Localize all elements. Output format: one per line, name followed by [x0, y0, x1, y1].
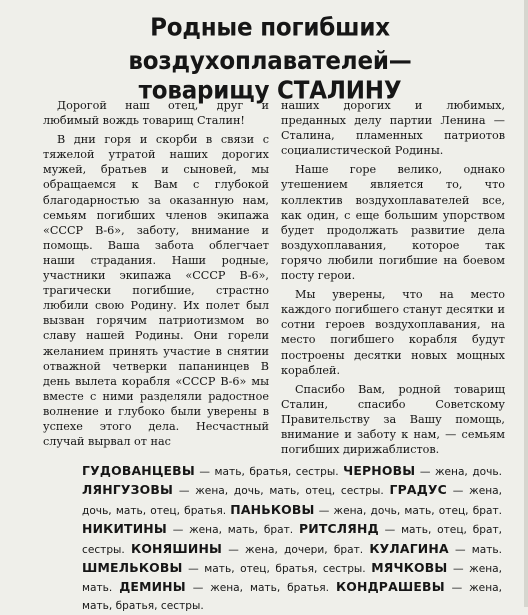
family-members: — жена, дочь.: [419, 466, 503, 478]
family-name: КУЛАГИНА: [369, 540, 449, 556]
family-members: — жена, мать, брат.: [172, 524, 294, 537]
family-name: НИКИТИНЫ: [82, 521, 167, 537]
family-entry: [82, 560, 366, 576]
family-entry: [82, 463, 339, 478]
body-paragraph: Мы уверены, что на место каждого погибшего станут десятки и сотни героев воздухоплавания, на место погибшего корабля будут построены десятки новых мощных кораблей.: [281, 288, 505, 377]
body-paragraph: В дни горя и скорби в связи с тяжелой утратой наших дорогих мужей, братьев и сыновей, мы обращаемся к Вам с глубокой благодарностью за оказанную нам, семьям погибших членов экипажа «СССР В-6», заботу, внимание и помощь. Ваша забота облегчает наши страдания. Наши родные, участники экипажа «СССР В-6», трагически погибшие, страстно любили свою Родину. Их полет был вызван горячим патриотизмом во славу нашей Родины. Они горели желанием принять участие в снятии отважной четверки папанинцев В день вылета корабля «СССР В-6» мы вместе с ними разделяли радостное волнение и глубоко были уверены в успехе этого дела. Несчастный случай вырвал от нас: [43, 133, 269, 449]
family-members: — мать, отец, брат, сестры.: [82, 524, 503, 556]
family-members: — жена, дочь, мать, отец, брат.: [318, 504, 502, 517]
family-members: — жена, мать, братья, сестры.: [82, 582, 502, 612]
title-line-2: товарищу СТАЛИНУ: [138, 76, 402, 105]
family-members: — жена, мать, братья.: [192, 582, 330, 595]
family-members: — мать, братья, сестры.: [199, 466, 339, 478]
family-members: — жена, дочь, мать, отец, сестры.: [178, 485, 384, 498]
title-line-1: Родные погибших воздухоплавателей—: [128, 13, 412, 76]
family-name: ДЕМИНЫ: [119, 579, 186, 595]
family-name: МЯЧКОВЫ: [371, 560, 448, 576]
family-members: — жена, дочь, мать, отец, братья.: [82, 485, 503, 517]
article-title: [60, 14, 480, 107]
page-edge: [524, 0, 528, 607]
family-name: ПАНЬКОВЫ: [230, 501, 315, 517]
family-members: — мать, отец, братья, сестры.: [188, 563, 366, 576]
family-name: РИТСЛЯНД: [298, 521, 379, 537]
family-entry: [131, 540, 364, 556]
family-entry: [343, 463, 503, 478]
family-members: — мать.: [454, 543, 502, 556]
family-entry: [82, 482, 384, 498]
body-paragraph: наших дорогих и любимых, преданных делу партии Ленина — Сталина, пламенных патриотов социалистической Родины.: [281, 99, 505, 158]
body-paragraph: Наше горе велико, однако утешением является то, что коллектив воздухоплавателей все, как один, с еще большим упорством будет продолжать развитие дела воздухоплавания, которое так горячо любили погибшие на боевом посту герои.: [281, 163, 505, 283]
family-name: ЧЕРНОВЫ: [343, 463, 416, 478]
family-name: ШМЕЛЬКОВЫ: [82, 560, 183, 576]
family-entry: [369, 540, 502, 556]
right-column: [281, 98, 505, 457]
family-name: ГУДОВАНЦЕВЫ: [82, 463, 195, 478]
family-entry: [230, 501, 502, 517]
family-members: — жена, мать.: [82, 563, 503, 595]
family-name: ЛЯНГУЗОВЫ: [82, 482, 174, 498]
family-name: КОНЯШИНЫ: [131, 540, 223, 556]
family-name: КОНДРАШЕВЫ: [335, 579, 445, 595]
greeting-paragraph: Дорогой наш отец, друг и любимый вождь товарищ Сталин!: [43, 99, 269, 128]
family-members: — жена, дочери, брат.: [228, 543, 364, 556]
family-name: ГРАДУС: [389, 482, 447, 498]
left-column: [43, 98, 269, 449]
body-paragraph: Спасибо Вам, родной товарищ Сталин, спасибо Советскому Правительству за Вашу помощь, внимание и заботу к нам, — семьям погибших дирижаблистов.: [281, 382, 505, 457]
family-signatures: [82, 462, 502, 615]
family-entry: [82, 521, 294, 537]
family-entry: [119, 579, 330, 595]
